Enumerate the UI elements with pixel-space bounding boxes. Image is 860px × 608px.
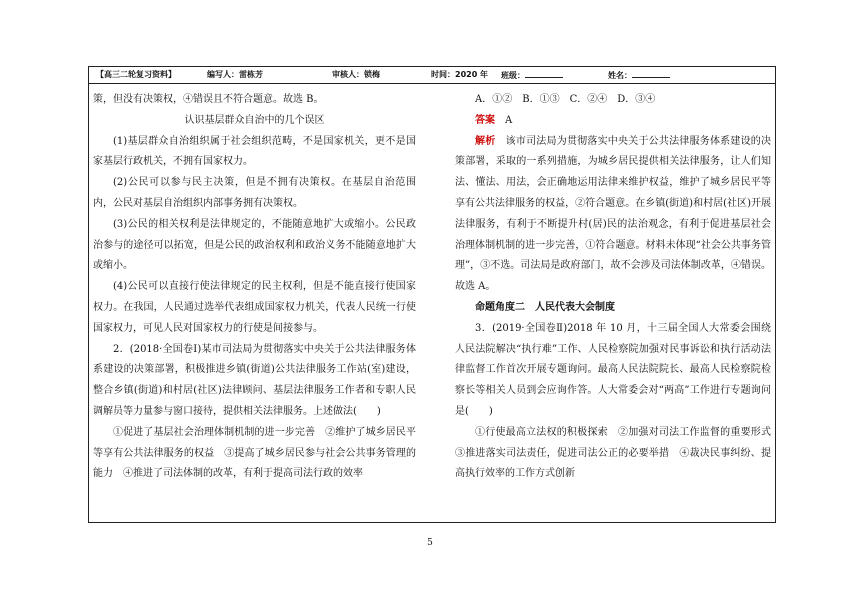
continued-text: 策，但没有决策权，④错误且不符合题意。故选 B。 xyxy=(93,94,324,105)
header-rule xyxy=(88,83,776,84)
answer-line xyxy=(455,111,771,132)
header-class xyxy=(501,69,563,81)
analysis-label: 解析 xyxy=(475,135,496,147)
misconception-3: (3)公民的相关权利是法律规定的，不能随意地扩大或缩小。公民政治参与的途径可以拓宽，但是公民的政治权利和政治义务不能随意地扩大或缩小。 xyxy=(93,218,416,272)
question-2-options: ①促进了基层社会治理体制机制的进一步完善 ②维护了城乡居民平等享有公共法律服务的权益 ③提高了城乡居民参与社会公共事务管理的能力 ④推进了司法体制的改革，有利于提高司法行政的效率 xyxy=(93,426,416,480)
header-material: 【高三二轮复习资料】 xyxy=(96,70,176,79)
page-header xyxy=(96,69,768,82)
header-editor: 编写人：雷栋芳 xyxy=(207,70,263,79)
question-2: 2．(2018·全国卷Ⅰ)某市司法局为贯彻落实中央关于公共法律服务体系建设的决策部署，积极推进乡镇(街道)公共法律服务工作站(室)建设，整合乡镇(街道)和村居(社区)法律顾问、基层法律服务工作者和专职人民调解员等力量参与窗口接待，提供相关法律服务。上述做法( ) xyxy=(93,343,416,417)
analysis xyxy=(455,132,771,298)
left-column xyxy=(93,90,416,485)
question-3: 3．(2019·全国卷Ⅱ)2018 年 10 月，十三届全国人大常委会围绕人民法院解决“执行难”工作、人民检察院加强对民事诉讼和执行活动法律监督工作首次开展专题询问。最高人民法院院长、最高人民检察院检察长等相关人员到会应询作答。人大常委会对“两高”工作进行专题询问是( ) xyxy=(455,322,771,417)
answer-label: 答案 xyxy=(475,114,495,126)
analysis-text: 该市司法局为贯彻落实中央关于公共法律服务体系建设的决策部署，采取的一系列措施，为城乡居民提供相关法律服务，让人们知法、懂法、用法，会正确地运用法律来维护权益，维护了城乡居民平等享有公共法律服务的权益，②符合题意。在乡镇(街道)和村居(社区)开展法律服务，有利于不断提升村(居)民的法治观念，有利于促进基层社会治理体制机制的进一步完善，①符合题意。材料未体现“社会公共事务管理”，③不选。司法局是政府部门，故不会涉及司法体制改革，④错误。故选 A。 xyxy=(455,135,772,293)
header-name xyxy=(608,69,670,81)
question-3-options: ①行使最高立法权的积极探索 ②加强对司法工作监督的重要形式 ③推进落实司法责任，促进司法公正的必要举措 ④裁决民事纠纷、提高执行效率的工作方式创新 xyxy=(455,426,781,480)
misconception-2: (2)公民可以参与民主决策，但是不拥有决策权。在基层自治范围内，公民对基层自治组织内部事务拥有决策权。 xyxy=(93,177,416,209)
choices: A．①② B．①③ C．②④ D．③④ xyxy=(475,94,656,105)
misconception-4: (4)公民可以直接行使法律规定的民主权利，但是不能直接行使国家权力。在我国，人民通过选举代表组成国家权力机关，代表人民统一行使国家权力，可见人民对国家权力的行使是间接参与。 xyxy=(93,281,416,334)
name-blank xyxy=(632,69,670,78)
class-blank xyxy=(525,69,563,78)
page-number: 5 xyxy=(427,538,433,548)
topic-angle: 命题角度二 人民代表大会制度 xyxy=(475,301,615,313)
answer-value: A xyxy=(505,114,513,126)
header-class-label: 班级： xyxy=(501,71,525,80)
misconception-1: (1)基层群众自治组织属于社会组织范畴，不是国家机关，更不是国家基层行政机关，不拥有国家权力。 xyxy=(93,135,416,168)
section-title: 认识基层群众自治中的几个误区 xyxy=(184,114,325,126)
header-name-label: 姓名： xyxy=(608,71,632,80)
header-reviewer: 审核人：锁梅 xyxy=(332,70,380,79)
right-column xyxy=(455,90,781,485)
header-time: 时间：2020 年 xyxy=(431,70,489,79)
